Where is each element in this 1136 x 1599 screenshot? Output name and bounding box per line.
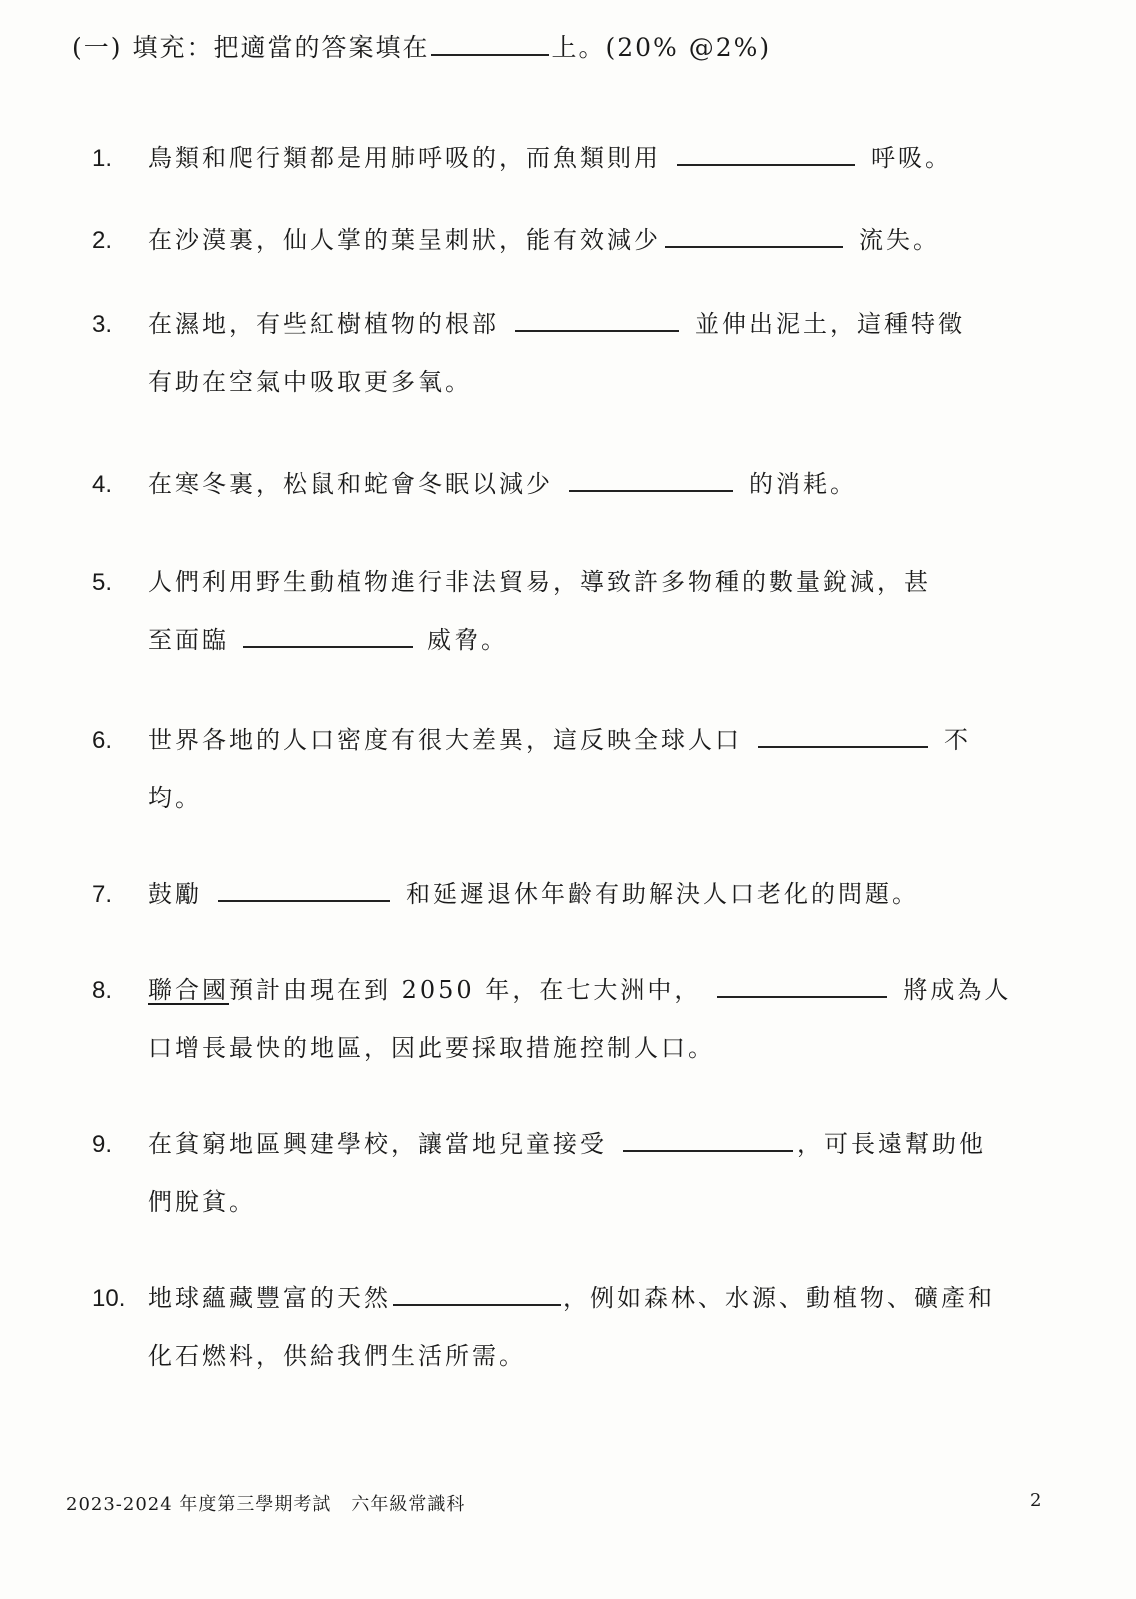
answer-blank[interactable] [717, 974, 887, 998]
question-text-after: 和延遲退休年齡有助解決人口老化的問題。 [406, 880, 919, 908]
question-number: 5. [92, 569, 113, 596]
question-text-after: 並伸出泥土，這種特徵 [695, 310, 965, 338]
page-number: 2 [1030, 1490, 1042, 1511]
exam-title: 2023-2024 年度第三學期考試 [66, 1494, 332, 1515]
question-text-line2: 有助在空氣中吸取更多氧。 [148, 368, 472, 396]
question-text-line2: 化石燃料，供給我們生活所需。 [148, 1342, 526, 1370]
answer-blank[interactable] [677, 142, 855, 166]
question-8 [92, 970, 1012, 1062]
question-number: 10. [92, 1285, 126, 1312]
question-number: 2. [92, 227, 113, 254]
question-text-after: 不 [944, 726, 971, 754]
question-5 [92, 562, 931, 654]
answer-blank[interactable] [623, 1128, 793, 1152]
answer-blank[interactable] [243, 624, 413, 648]
answer-blank[interactable] [758, 724, 928, 748]
question-3 [92, 304, 965, 396]
question-text-after: ，例如森林、水源、動植物、礦產和 [563, 1284, 995, 1312]
answer-blank[interactable] [218, 878, 390, 902]
question-number: 9. [92, 1131, 113, 1158]
line2-after: 威脅。 [427, 626, 508, 654]
question-text: 在沙漠裏，仙人掌的葉呈刺狀，能有效減少 [148, 226, 661, 254]
question-text: 地球蘊藏豐富的天然 [148, 1284, 391, 1312]
question-2 [92, 220, 940, 255]
question-text: 在貧窮地區興建學校，讓當地兒童接受 [148, 1130, 607, 1158]
question-text-after: ，可長遠幫助他 [797, 1130, 986, 1158]
section-title-suffix: 上。(20% @2%) [551, 33, 772, 62]
section-title-prefix: (一) 填充：把適當的答案填在 [72, 33, 430, 62]
question-text-line2 [148, 620, 508, 655]
answer-blank[interactable] [393, 1282, 561, 1306]
question-text-after: 將成為人 [903, 976, 1012, 1004]
question-10 [92, 1278, 995, 1370]
question-text-after: 流失。 [859, 226, 940, 254]
question-text-line2: 口增長最快的地區，因此要採取措施控制人口。 [148, 1034, 715, 1062]
question-6 [92, 720, 971, 812]
question-number: 7. [92, 881, 113, 908]
question-text: 鼓勵 [148, 880, 202, 908]
underlined-term: 聯合國 [148, 976, 229, 1004]
question-4 [92, 464, 857, 499]
question-number: 1. [92, 145, 113, 172]
page-footer [66, 1490, 465, 1516]
example-blank [431, 32, 549, 56]
question-text: 世界各地的人口密度有很大差異，這反映全球人口 [148, 726, 742, 754]
question-number: 3. [92, 311, 113, 338]
question-text: 在寒冬裏，松鼠和蛇會冬眠以減少 [148, 470, 553, 498]
question-1 [92, 138, 952, 173]
answer-blank[interactable] [569, 468, 733, 492]
question-7 [92, 874, 919, 909]
question-number: 6. [92, 727, 113, 754]
answer-blank[interactable] [665, 224, 843, 248]
question-text: 人們利用野生動植物進行非法貿易，導致許多物種的數量銳減，甚 [148, 568, 931, 596]
question-text-line2: 均。 [148, 784, 202, 812]
question-text: 鳥類和爬行類都是用肺呼吸的，而魚類則用 [148, 144, 661, 172]
answer-blank[interactable] [515, 308, 679, 332]
question-9 [92, 1124, 986, 1216]
section-title [72, 28, 771, 64]
line2-before: 至面臨 [148, 626, 229, 654]
question-text-after: 的消耗。 [749, 470, 857, 498]
subject-label: 六年級常識科 [351, 1494, 466, 1515]
question-number: 8. [92, 977, 113, 1004]
question-text: 預計由現在到 2050 年，在七大洲中， [229, 976, 702, 1004]
question-text: 在濕地，有些紅樹植物的根部 [148, 310, 499, 338]
question-text-line2: 們脫貧。 [148, 1188, 256, 1216]
question-number: 4. [92, 471, 113, 498]
question-text-after: 呼吸。 [871, 144, 952, 172]
